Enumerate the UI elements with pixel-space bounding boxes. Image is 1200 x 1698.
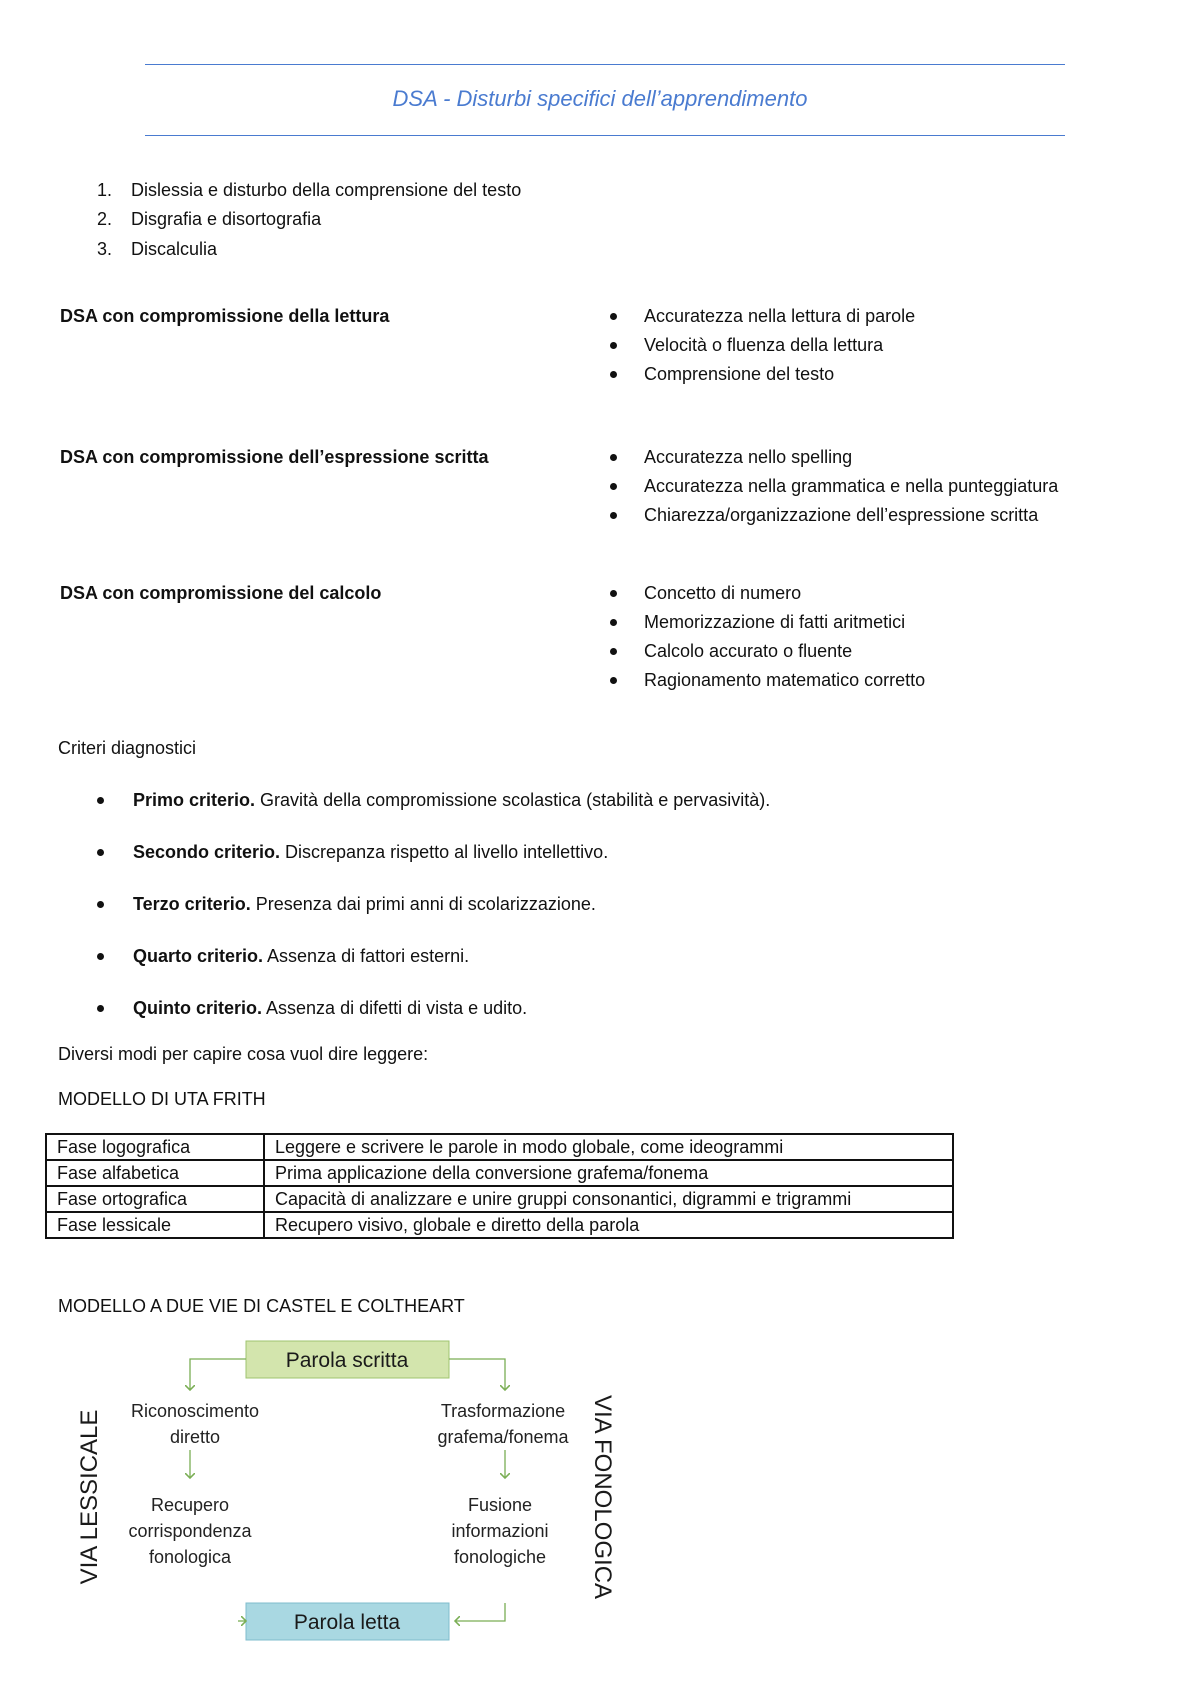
parola-letta-label: Parola letta (293, 1611, 401, 1634)
via-lessicale-label: VIA LESSICALE (76, 1409, 103, 1585)
bullet (610, 677, 617, 684)
list-item: Disgrafia e disortografia (131, 209, 322, 229)
frith-table (45, 1133, 954, 1239)
group-item: Accuratezza nello spelling (644, 447, 853, 467)
group-item: Calcolo accurato o fluente (644, 641, 853, 661)
via-fonologica-label: VIA FONOLOGICA (589, 1394, 616, 1600)
right-step2-line1: Fusione (467, 1495, 533, 1515)
bullet (610, 371, 617, 378)
criterion-item (133, 944, 469, 968)
group-item: Memorizzazione di fatti aritmetici (644, 612, 906, 632)
page-title: DSA - Disturbi specifici dell’apprendimento (392, 86, 808, 111)
bullet (610, 454, 617, 461)
table-cell: Fase logografica (46, 1134, 264, 1160)
criterion-item (133, 892, 596, 916)
criterion-label: Quarto criterio. (133, 946, 264, 966)
criterion-label: Terzo criterio. (133, 894, 251, 914)
left-step2-line2: corrispondenza (128, 1521, 252, 1541)
table-row (46, 1186, 953, 1212)
table-row (46, 1134, 953, 1160)
group-item: Ragionamento matematico corretto (644, 670, 926, 690)
criterion-text: Discrepanza rispetto al livello intellettivo. (280, 842, 609, 862)
criterion-item (133, 840, 608, 864)
table-cell: Fase alfabetica (46, 1160, 264, 1186)
table-cell: Prima applicazione della conversione grafema/fonema (264, 1160, 953, 1186)
header-rule-bottom (145, 135, 1065, 136)
criterion-label: Secondo criterio. (133, 842, 281, 862)
table-cell: Leggere e scrivere le parole in modo globale, come ideogrammi (264, 1134, 953, 1160)
dual-route-diagram (60, 1340, 640, 1660)
arrow-right-bottom (455, 1603, 505, 1621)
bullet (97, 953, 104, 960)
frith-heading: MODELLO DI UTA FRITH (58, 1089, 266, 1109)
group-item: Accuratezza nella lettura di parole (644, 306, 916, 326)
criterion-item (133, 996, 527, 1020)
group-item: Chiarezza/organizzazione dell’espressione scritta (644, 505, 1039, 525)
criteria-heading: Criteri diagnostici (58, 738, 197, 758)
list-number: 3. (96, 239, 112, 259)
group-item: Velocità o fluenza della lettura (644, 335, 884, 355)
list-number: 2. (96, 209, 112, 229)
bullet (610, 590, 617, 597)
criterion-text: Presenza dai primi anni di scolarizzazione. (250, 894, 596, 914)
criterion-text: Gravità della compromissione scolastica (stabilità e pervasività). (255, 790, 771, 810)
table-cell: Fase ortografica (46, 1186, 264, 1212)
table-cell: Capacità di analizzare e unire gruppi consonantici, digrammi e trigrammi (264, 1186, 953, 1212)
arrow-top-left (190, 1359, 246, 1390)
group-heading: DSA con compromissione del calcolo (60, 583, 382, 603)
criterion-label: Primo criterio. (133, 790, 256, 810)
bullet (610, 648, 617, 655)
table-cell: Recupero visivo, globale e diretto della parola (264, 1212, 953, 1238)
right-step2-line2: informazioni (451, 1521, 549, 1541)
bullet (610, 512, 617, 519)
list-item: Dislessia e disturbo della comprensione del testo (131, 180, 522, 200)
dual-route-heading: MODELLO A DUE VIE DI CASTEL E COLTHEART (58, 1296, 465, 1316)
table-row (46, 1160, 953, 1186)
bullet (97, 797, 104, 804)
table-row (46, 1212, 953, 1238)
table-cell: Fase lessicale (46, 1212, 264, 1238)
right-step2-line3: fonologiche (453, 1547, 547, 1567)
criterion-text: Assenza di difetti di vista e udito. (262, 998, 528, 1018)
criterion-text: Assenza di fattori esterni. (263, 946, 470, 966)
parola-scritta-label: Parola scritta (285, 1349, 409, 1372)
left-step2-line3: fonologica (148, 1547, 232, 1567)
left-step1-line1: Riconoscimento (130, 1401, 260, 1421)
group-item: Accuratezza nella grammatica e nella punteggiatura (644, 476, 1059, 496)
bullet (610, 483, 617, 490)
criterion-item (133, 788, 770, 812)
right-step1-line1: Trasformazione (440, 1401, 566, 1421)
bullet (97, 901, 104, 908)
bullet (97, 849, 104, 856)
arrow-top-right (449, 1359, 505, 1390)
left-step2-line1: Recupero (150, 1495, 230, 1515)
list-number: 1. (96, 180, 112, 200)
bullet (97, 1005, 104, 1012)
bullet (610, 313, 617, 320)
group-item: Comprensione del testo (644, 364, 835, 384)
left-step1-line2: diretto (169, 1427, 221, 1447)
header-rule-top (145, 64, 1065, 65)
group-item: Concetto di numero (644, 583, 802, 603)
right-step1-line2: grafema/fonema (437, 1427, 569, 1447)
reading-intro: Diversi modi per capire cosa vuol dire leggere: (58, 1044, 429, 1064)
list-item: Discalculia (131, 239, 218, 259)
group-heading: DSA con compromissione dell’espressione scritta (60, 447, 489, 467)
bullet (610, 342, 617, 349)
group-heading: DSA con compromissione della lettura (60, 306, 390, 326)
bullet (610, 619, 617, 626)
criterion-label: Quinto criterio. (133, 998, 263, 1018)
